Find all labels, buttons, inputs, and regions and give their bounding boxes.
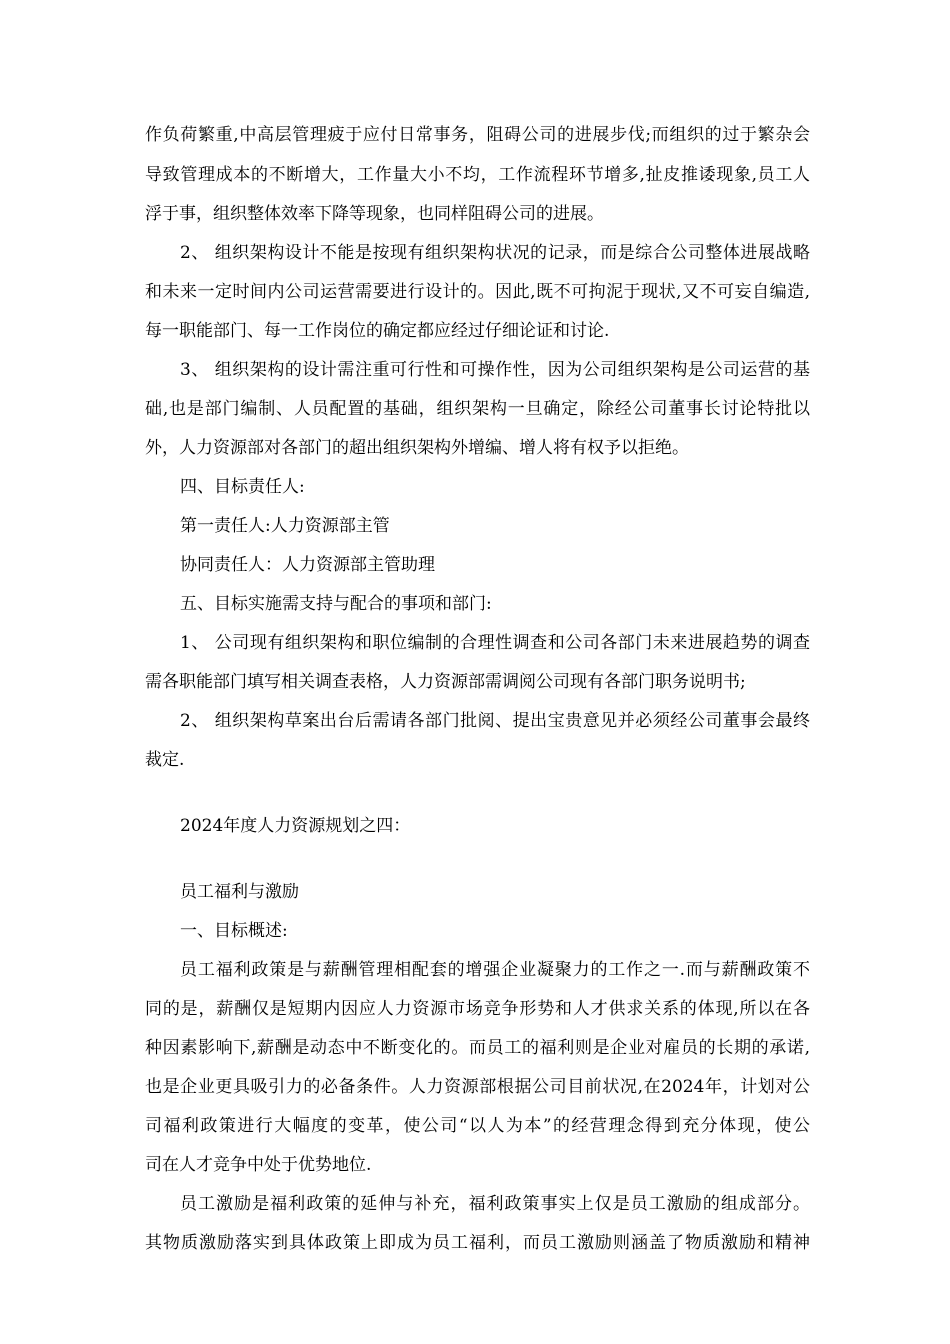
topic-title: 员工福利与激励	[180, 882, 299, 902]
body-line: 外，人力资源部对各部门的超出组织架构外增编、增人将有权予以拒绝。	[145, 438, 689, 458]
body-line: 和未来一定时间内公司运营需要进行设计的。因此,既不可拘泥于现状,又不可妄自编造,	[145, 282, 810, 302]
body-line: 导致管理成本的不断增大，工作量大小不均，工作流程环节增多,扯皮推诿现象,员工人	[145, 165, 810, 185]
body-line: 员工福利政策是与薪酬管理相配套的增强企业凝聚力的工作之一.而与薪酬政策不	[180, 960, 810, 980]
list-item-line: 2、 组织架构草案出台后需请各部门批阅、提出宝贵意见并必须经公司董事会最终	[180, 711, 810, 731]
body-line: 员工激励是福利政策的延伸与补充，福利政策事实上仅是员工激励的组成部分。	[180, 1194, 810, 1214]
list-item-line: 2、 组织架构设计不能是按现有组织架构状况的记录，而是综合公司整体进展战略	[180, 243, 810, 263]
list-item-line: 3、 组织架构的设计需注重可行性和可操作性，因为公司组织架构是公司运营的基	[180, 360, 810, 380]
section-heading: 五、目标实施需支持与配合的事项和部门:	[180, 594, 492, 614]
body-line: 司福利政策进行大幅度的变革，使公司“以人为本”的经营理念得到充分体现，使公	[145, 1116, 810, 1136]
body-line: 也是企业更具吸引力的必备条件。人力资源部根据公司目前状况,在2024年，计划对公	[145, 1077, 810, 1097]
section-heading: 四、目标责任人:	[180, 477, 305, 497]
body-line: 司在人才竞争中处于优势地位.	[145, 1155, 372, 1175]
body-line: 裁定.	[145, 750, 185, 770]
section-heading: 一、目标概述:	[180, 921, 288, 941]
body-line: 其物质激励落实到具体政策上即成为员工福利，而员工激励则涵盖了物质激励和精神	[145, 1233, 810, 1253]
list-item-line: 1、 公司现有组织架构和职位编制的合理性调查和公司各部门未来进展趋势的调查	[180, 633, 810, 653]
body-line: 每一职能部门、每一工作岗位的确定都应经过仔细论证和讨论.	[145, 321, 610, 341]
body-line: 同的是，薪酬仅是短期内因应人力资源市场竞争形势和人才供求关系的体现,所以在各	[145, 999, 810, 1019]
plan-title: 2024年度人力资源规划之四：	[180, 816, 411, 836]
co-responsible-person: 协同责任人：人力资源部主管助理	[180, 555, 435, 575]
responsible-person: 第一责任人:人力资源部主管	[180, 516, 390, 536]
body-line: 作负荷繁重,中高层管理疲于应付日常事务，阻碍公司的进展步伐;而组织的过于繁杂会	[145, 125, 810, 145]
body-line: 础,也是部门编制、人员配置的基础，组织架构一旦确定，除经公司董事长讨论特批以	[145, 399, 810, 419]
body-line: 需各职能部门填写相关调查表格，人力资源部需调阅公司现有各部门职务说明书;	[145, 672, 746, 692]
body-line: 浮于事，组织整体效率下降等现象，也同样阻碍公司的进展。	[145, 204, 604, 224]
body-line: 种因素影响下,薪酬是动态中不断变化的。而员工的福利则是企业对雇员的长期的承诺,	[145, 1038, 810, 1058]
